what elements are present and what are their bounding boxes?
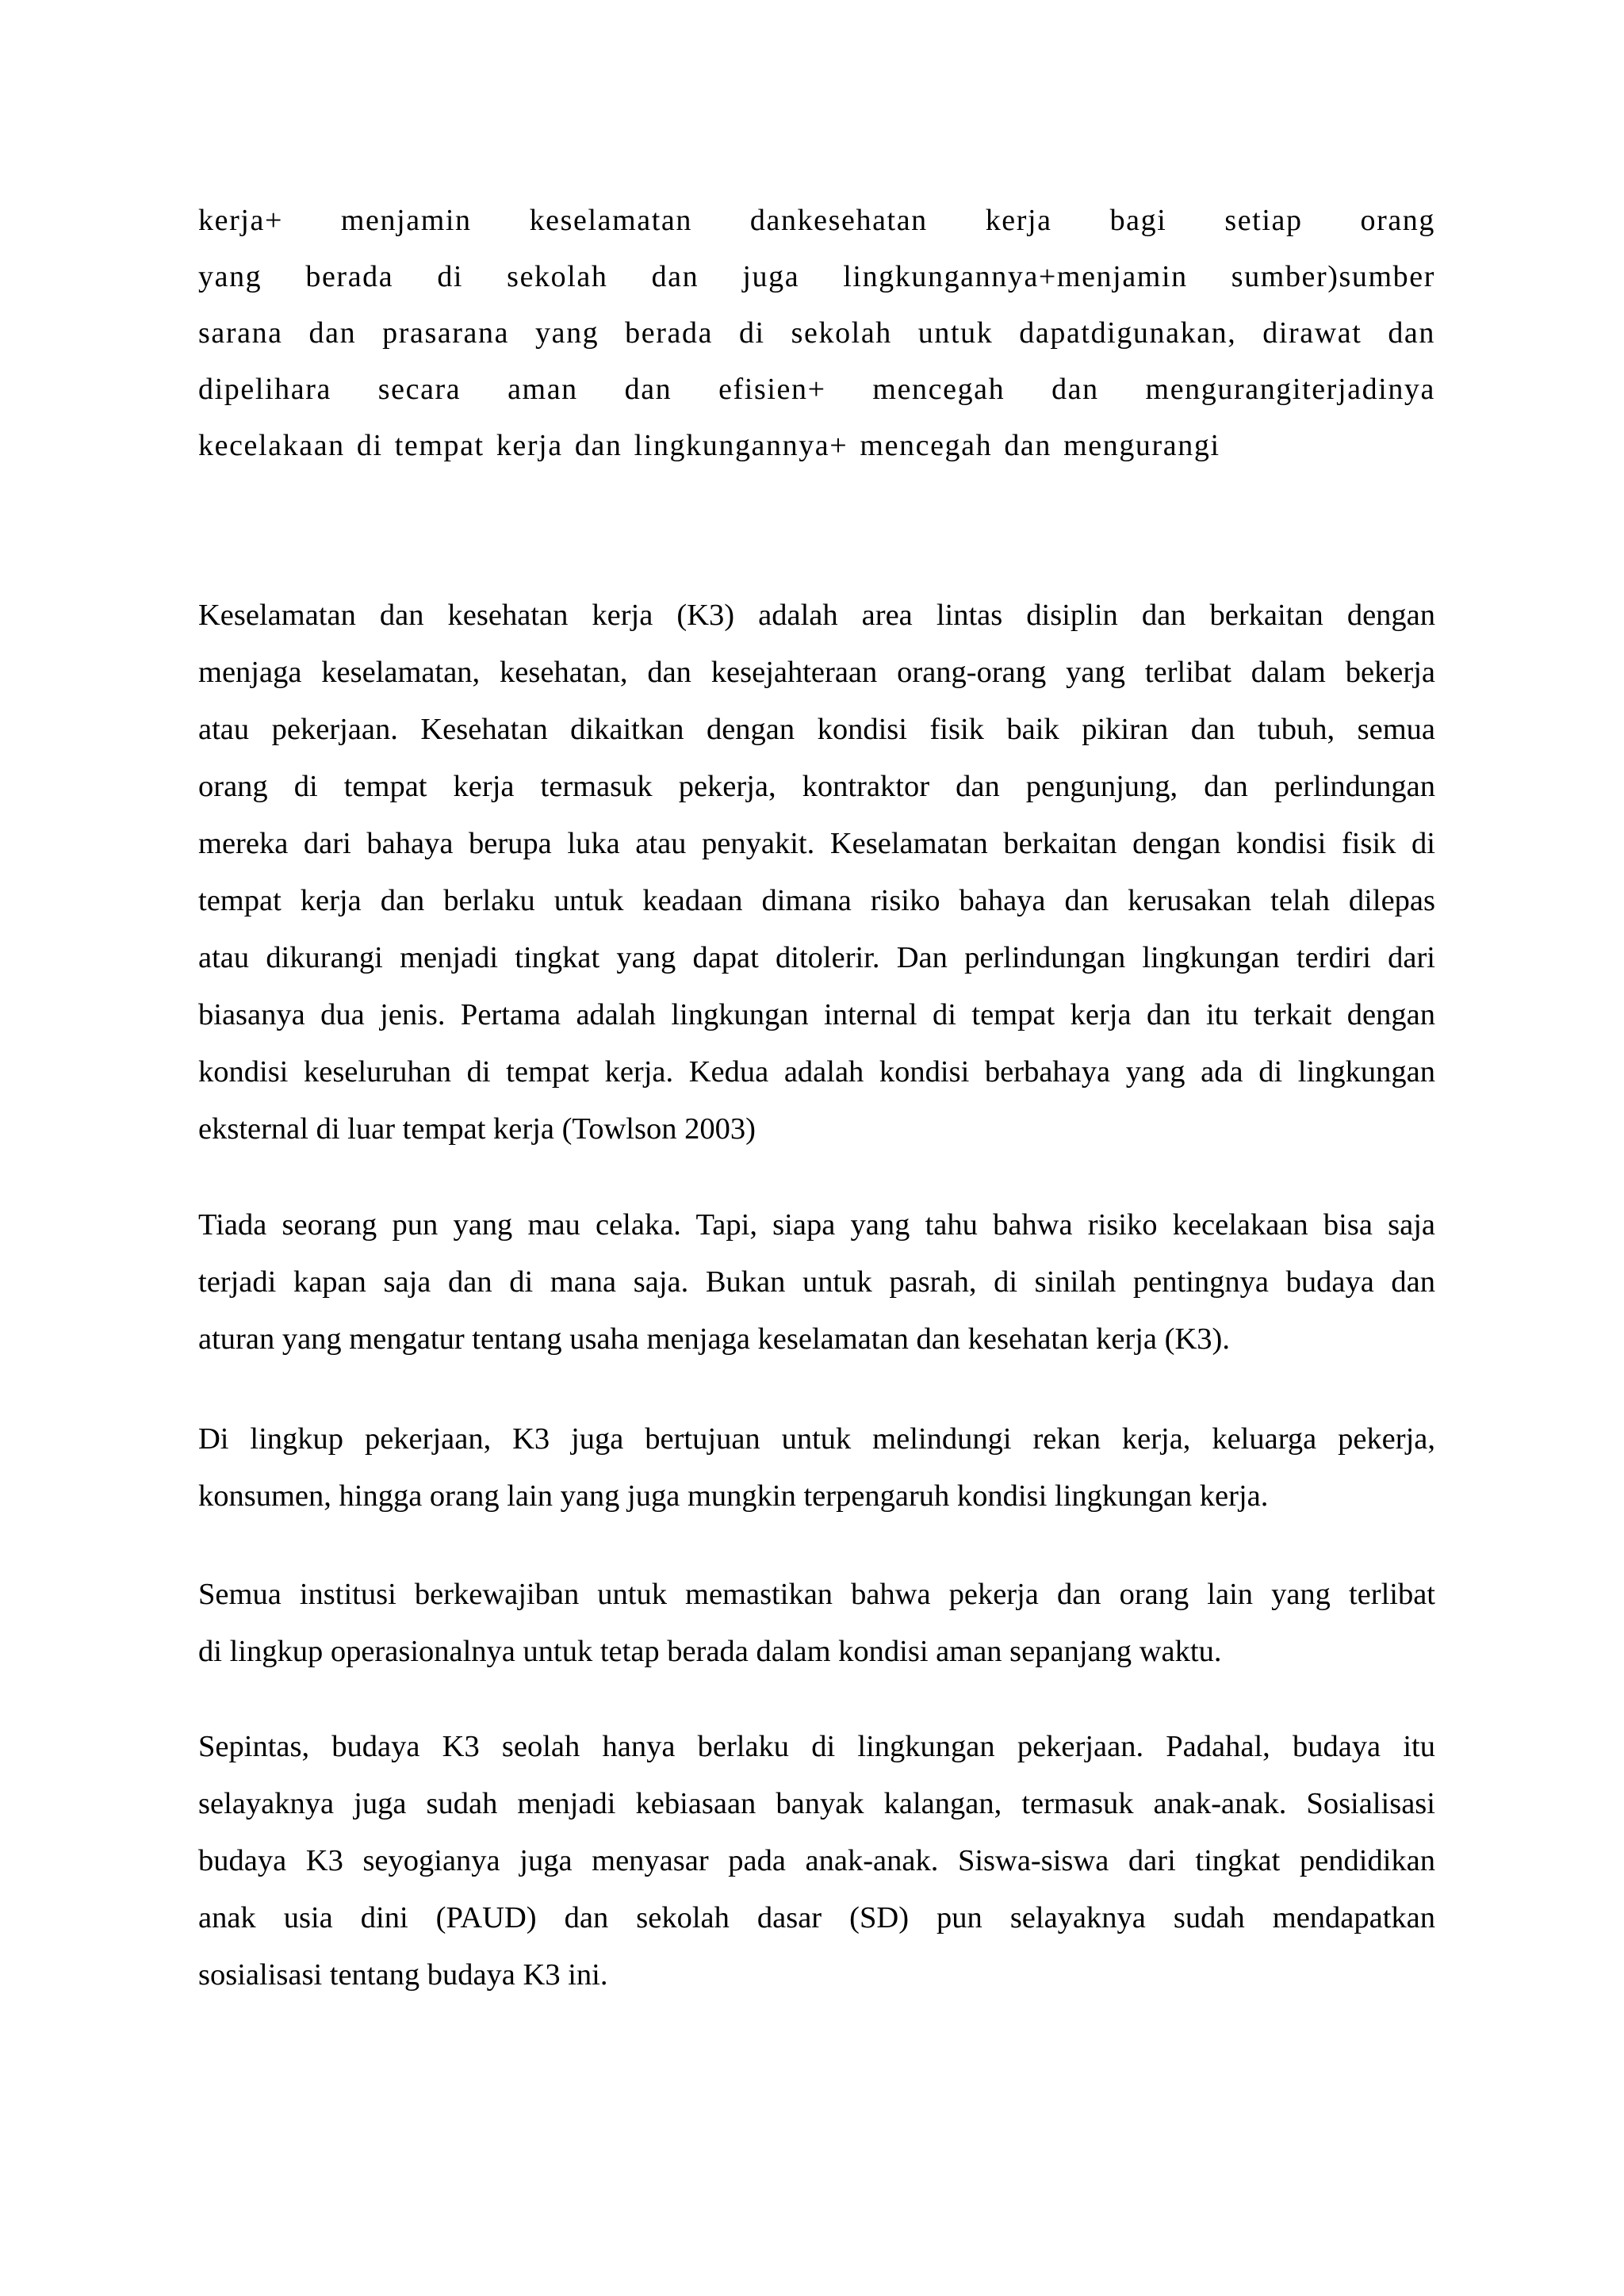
intro-line: sarana dan prasarana yang berada di sekolah untuk dapatdigunakan, dirawat dan bbox=[198, 316, 1435, 350]
paragraph-line: konsumen, hingga orang lain yang juga mungkin terpengaruh kondisi lingkungan kerja. bbox=[198, 1479, 1269, 1513]
paragraph-line: biasanya dua jenis. Pertama adalah lingkungan internal di tempat kerja dan itu terkait dengan bbox=[198, 998, 1435, 1031]
paragraph-line: Sepintas, budaya K3 seolah hanya berlaku di lingkungan pekerjaan. Padahal, budaya itu bbox=[198, 1730, 1435, 1763]
paragraph-line: Di lingkup pekerjaan, K3 juga bertujuan untuk melindungi rekan kerja, keluarga pekerja, bbox=[198, 1422, 1435, 1456]
paragraph-line: eksternal di luar tempat kerja (Towlson 2003) bbox=[198, 1112, 756, 1146]
paragraph-risk bbox=[198, 1196, 1435, 1368]
paragraph-line: sosialisasi tentang budaya K3 ini. bbox=[198, 1958, 608, 1992]
paragraph-k3-definition bbox=[198, 587, 1435, 1158]
paragraph-line: menjaga keselamatan, kesehatan, dan kesejahteraan orang-orang yang terlibat dalam bekerja bbox=[198, 656, 1435, 689]
paragraph-line: atau dikurangi menjadi tingkat yang dapat ditolerir. Dan perlindungan lingkungan terdiri dari bbox=[198, 941, 1435, 974]
paragraph-line: atau pekerjaan. Kesehatan dikaitkan dengan kondisi fisik baik pikiran dan tubuh, semua bbox=[198, 713, 1435, 746]
paragraph-line: di lingkup operasionalnya untuk tetap berada dalam kondisi aman sepanjang waktu. bbox=[198, 1635, 1222, 1668]
paragraph-line: mereka dari bahaya berupa luka atau penyakit. Keselamatan berkaitan dengan kondisi fisik di bbox=[198, 827, 1435, 860]
paragraph-line: budaya K3 seyogianya juga menyasar pada anak-anak. Siswa-siswa dari tingkat pendidikan bbox=[198, 1844, 1435, 1877]
intro-line: kecelakaan di tempat kerja dan lingkungannya+ mencegah dan mengurangi bbox=[198, 429, 1220, 462]
paragraph-line: anak usia dini (PAUD) dan sekolah dasar (SD) pun selayaknya sudah mendapatkan bbox=[198, 1901, 1435, 1934]
paragraph-line: Semua institusi berkewajiban untuk memastikan bahwa pekerja dan orang lain yang terlibat bbox=[198, 1578, 1435, 1611]
paragraph-scope bbox=[198, 1410, 1435, 1525]
intro-line: kerja+ menjamin keselamatan dankesehatan kerja bagi setiap orang bbox=[198, 204, 1435, 237]
paragraph-line: kondisi keseluruhan di tempat kerja. Kedua adalah kondisi berbahaya yang ada di lingkungan bbox=[198, 1055, 1435, 1089]
intro-paragraph bbox=[198, 193, 1435, 474]
paragraph-line: Tiada seorang pun yang mau celaka. Tapi, siapa yang tahu bahwa risiko kecelakaan bisa saja bbox=[198, 1208, 1435, 1242]
paragraph-line: Keselamatan dan kesehatan kerja (K3) adalah area lintas disiplin dan berkaitan dengan bbox=[198, 599, 1435, 632]
paragraph-line: terjadi kapan saja dan di mana saja. Bukan untuk pasrah, di sinilah pentingnya budaya dan bbox=[198, 1265, 1435, 1299]
paragraph-line: orang di tempat kerja termasuk pekerja, kontraktor dan pengunjung, dan perlindungan bbox=[198, 770, 1435, 803]
paragraph-line: aturan yang mengatur tentang usaha menjaga keselamatan dan kesehatan kerja (K3). bbox=[198, 1322, 1230, 1356]
paragraph-culture bbox=[198, 1718, 1435, 2003]
paragraph-line: selayaknya juga sudah menjadi kebiasaan banyak kalangan, termasuk anak-anak. Sosialisasi bbox=[198, 1787, 1435, 1820]
intro-line: yang berada di sekolah dan juga lingkungannya+menjamin sumber)sumber bbox=[198, 260, 1435, 293]
intro-line: dipelihara secara aman dan efisien+ mencegah dan mengurangiterjadinya bbox=[198, 373, 1435, 406]
paragraph-line: tempat kerja dan berlaku untuk keadaan dimana risiko bahaya dan kerusakan telah dilepas bbox=[198, 884, 1435, 917]
paragraph-institutions bbox=[198, 1566, 1435, 1680]
